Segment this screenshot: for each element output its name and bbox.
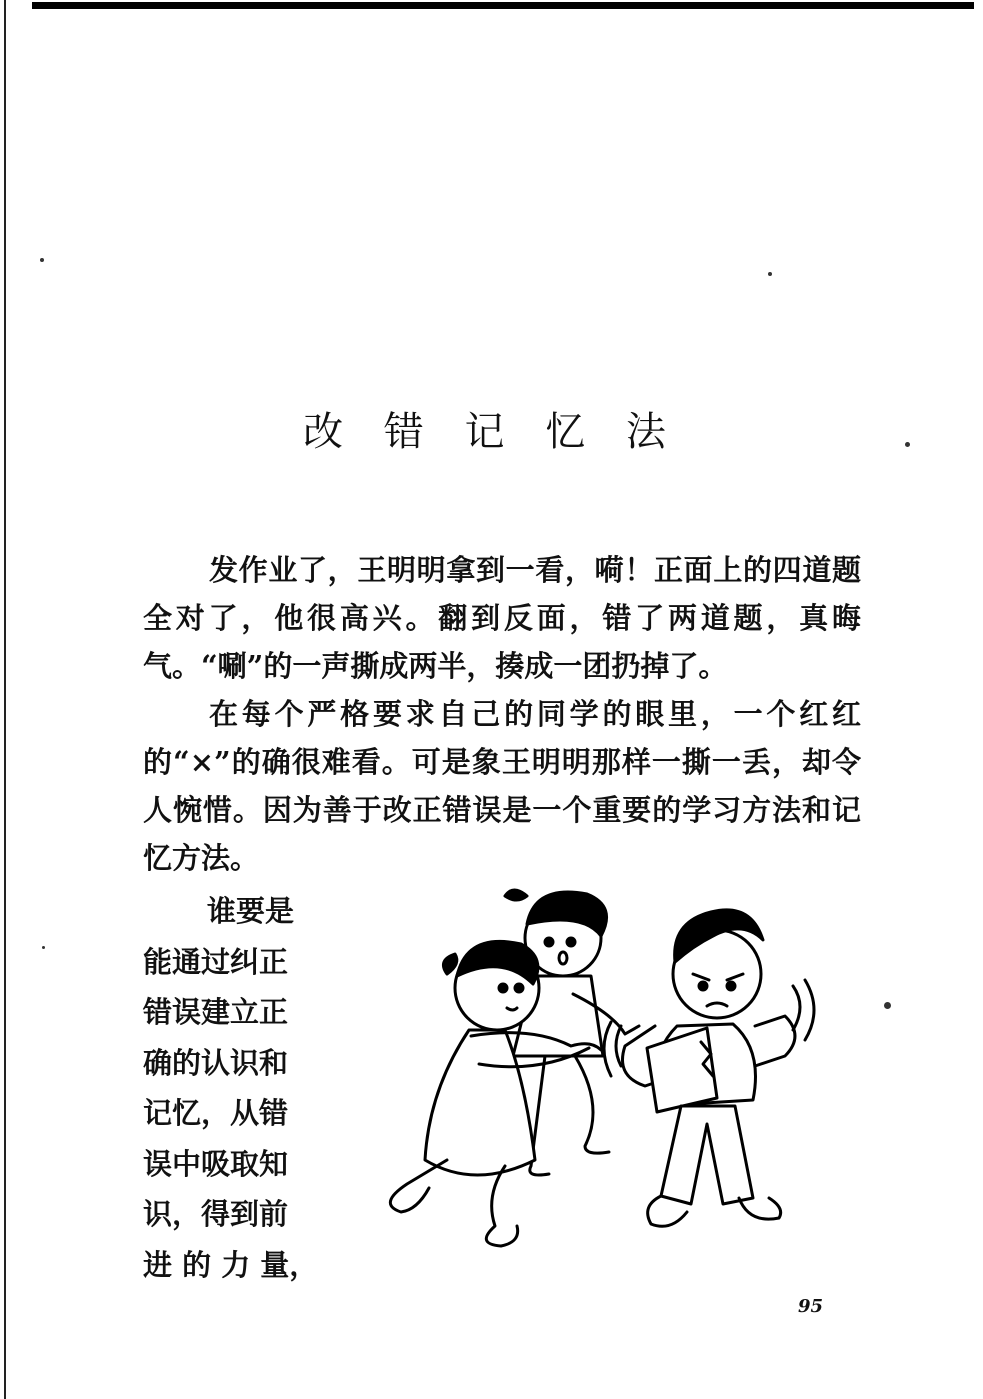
- page-title: 改 错 记 忆 法: [303, 409, 680, 455]
- column-line: 识，得到前: [143, 1197, 289, 1231]
- paragraph-1: 发作业了，王明明拿到一看，嗬！正面上的四道题全对了，他很高兴。翻到反面，错了两道题，真晦气。“唰”的一声撕成两半，揍成一团扔掉了。: [143, 553, 861, 683]
- column-text: [143, 886, 319, 1290]
- boy-figure: [604, 910, 814, 1226]
- page-edge: [4, 0, 6, 1399]
- column-line: 确的认识和: [143, 1045, 289, 1080]
- column-line: 错误建立正: [143, 995, 289, 1029]
- speck: [884, 1002, 891, 1009]
- top-rule: [32, 2, 974, 9]
- column-line: 误中吸取知: [143, 1146, 289, 1181]
- column-line: 谁要是: [207, 894, 295, 928]
- speck: [40, 258, 44, 262]
- column-line: 进 的 力 量，: [143, 1247, 319, 1282]
- speck: [905, 442, 910, 447]
- paragraph-2: 在每个严格要求自己的同学的眼里，一个红红的“×”的确很难看。可是象王明明那样一撕一丢，却令人惋惜。因为善于改正错误是一个重要的学习方法和记忆方法。: [143, 697, 861, 875]
- column-line: 记忆，从错: [143, 1096, 289, 1130]
- speck: [42, 946, 45, 949]
- page-number: 95: [798, 1296, 824, 1317]
- speck: [768, 272, 772, 276]
- children-illustration: [335, 876, 835, 1266]
- column-line: 能通过纠正: [143, 944, 289, 979]
